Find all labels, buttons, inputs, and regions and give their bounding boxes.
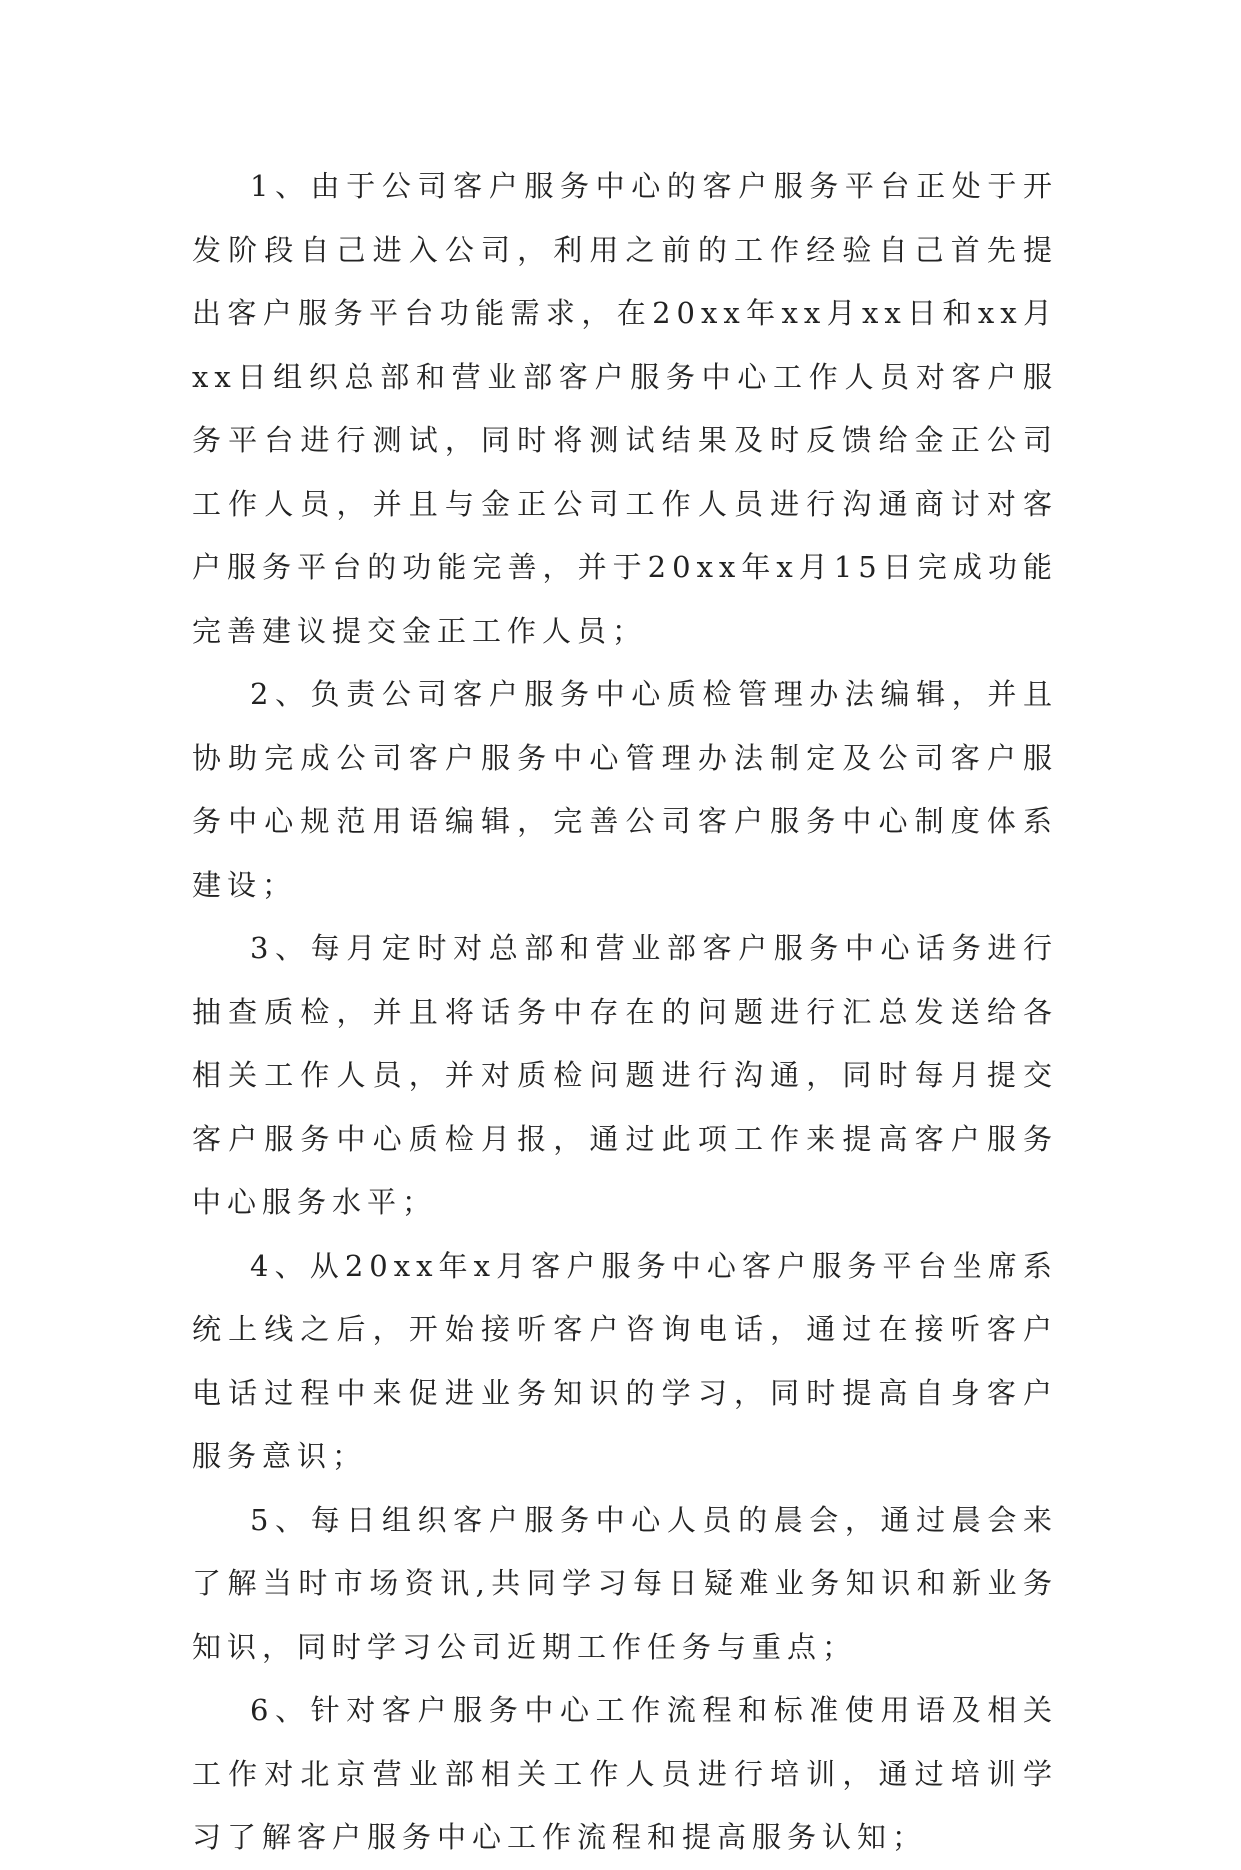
document-body: [192, 155, 1058, 1870]
paragraph-5: 5、每日组织客户服务中心人员的晨会，通过晨会来了解当时市场资讯,共同学习每日疑难业务知识和新业务知识，同时学习公司近期工作任务与重点；: [192, 1502, 1058, 1664]
paragraph-3: 3、每月定时对总部和营业部客户服务中心话务进行抽查质检，并且将话务中存在的问题进行汇总发送给各相关工作人员，并对质检问题进行沟通，同时每月提交客户服务中心质检月报，通过此项工作来提高客户服务中心服务水平；: [192, 931, 1058, 1219]
paragraph-1: 1、由于公司客户服务中心的客户服务平台正处于开发阶段自己进入公司，利用之前的工作经验自己首先提出客户服务平台功能需求，在20xx年xx月xx日和xx月xx日组织总部和营业部客户服务中心工作人员对客户服务平台进行测试，同时将测试结果及时反馈给金正公司工作人员，并且与金正公司工作人员进行沟通商讨对客户服务平台的功能完善，并于20xx年x月15日完成功能完善建议提交金正工作人员；: [192, 169, 1058, 648]
paragraph-4: 4、从20xx年x月客户服务中心客户服务平台坐席系统上线之后，开始接听客户咨询电话，通过在接听客户电话过程中来促进业务知识的学习，同时提高自身客户服务意识；: [192, 1248, 1058, 1473]
paragraph-6: 6、针对客户服务中心工作流程和标准使用语及相关工作对北京营业部相关工作人员进行培训，通过培训学习了解客户服务中心工作流程和提高服务认知；: [192, 1693, 1058, 1854]
paragraph-2: 2、负责公司客户服务中心质检管理办法编辑，并且协助完成公司客户服务中心管理办法制定及公司客户服务中心规范用语编辑，完善公司客户服务中心制度体系建设；: [192, 677, 1058, 902]
